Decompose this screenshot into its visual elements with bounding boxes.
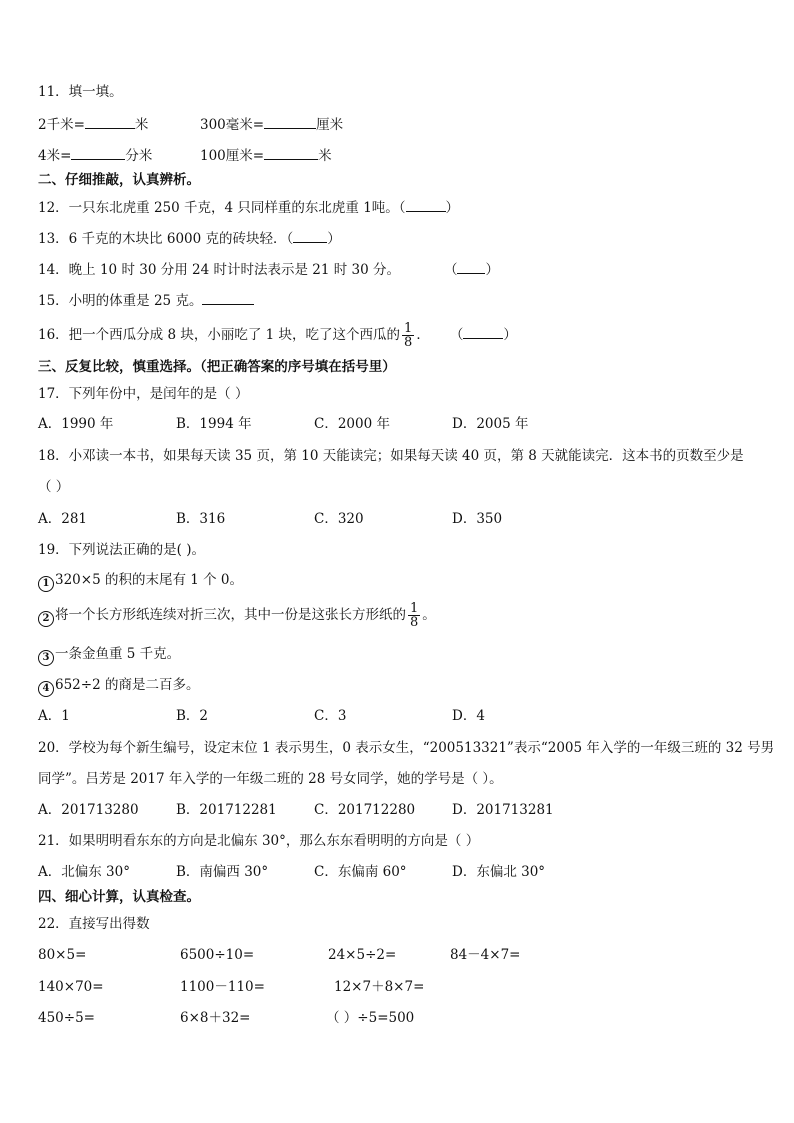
q11-m-label: 4米= xyxy=(38,148,72,164)
q18-option-b[interactable]: B．316 xyxy=(176,511,226,527)
section-4-heading: 四、细心计算，认真检查。 xyxy=(38,889,200,905)
q16-open: （ xyxy=(449,327,464,343)
question-11-title: 11．填一填。 xyxy=(38,84,123,100)
q16-tail: ． xyxy=(416,327,430,343)
answer-blank[interactable] xyxy=(202,291,254,305)
q19-statement-2 xyxy=(38,598,436,632)
q11-item-km xyxy=(38,115,148,134)
calc-item: 80×5= xyxy=(38,947,87,963)
fraction-one-eighth xyxy=(408,602,420,629)
section-2-heading: 二、仔细推敲，认真辨析。 xyxy=(38,172,200,188)
q11-cm-label: 100厘米= xyxy=(200,148,265,164)
q19-statement-4-text: 652÷2 的商是二百多。 xyxy=(55,677,200,693)
fraction-numerator: 1 xyxy=(404,321,413,336)
q13-text: 13．6 千克的木块比 6000 克的砖块轻．（ xyxy=(38,231,294,247)
answer-blank[interactable] xyxy=(85,115,135,129)
q19-statement-3 xyxy=(38,645,180,666)
q16-text: 16．把一个西瓜分成 8 块，小丽吃了 1 块，吃了这个西瓜的 xyxy=(38,327,401,343)
question-21: 21．如果明明看东东的方向是北偏东 30°，那么东东看明明的方向是（ ） xyxy=(38,833,480,849)
q11-item-m xyxy=(38,146,152,165)
q16-close: ） xyxy=(503,327,517,343)
question-13 xyxy=(38,229,341,248)
calc-item: 84－4×7= xyxy=(450,947,521,963)
answer-blank[interactable] xyxy=(463,325,503,339)
question-18: 18．小邓读一本书，如果每天读 35 页，第 10 天能读完；如果每天读 40 页，第 8 天就能读完．这本书的页数至少是 xyxy=(38,448,744,464)
circled-number-icon: 4 xyxy=(38,681,54,697)
question-15 xyxy=(38,291,254,310)
question-22-title: 22．直接写出得数 xyxy=(38,916,150,932)
question-20-line-1: 20．学校为每个新生编号，设定末位 1 表示男生，0 表示女生，“200513321”表示“2005 年入学的一年级三班的 32 号男 xyxy=(38,740,775,756)
q11-cm-unit: 米 xyxy=(318,148,332,164)
answer-blank[interactable] xyxy=(406,198,446,212)
q21-option-d[interactable]: D．东偏北 30° xyxy=(452,864,546,880)
q21-option-b[interactable]: B．南偏西 30° xyxy=(176,864,269,880)
q19-statement-3-text: 一条金鱼重 5 千克。 xyxy=(55,646,181,662)
q11-mm-label: 300毫米= xyxy=(200,117,265,133)
q19-statement-1-text: 320×5 的积的末尾有 1 个 0。 xyxy=(55,572,244,588)
calc-item: 24×5÷2= xyxy=(328,947,397,963)
q17-option-a[interactable]: A．1990 年 xyxy=(38,416,114,432)
q21-option-c[interactable]: C．东偏南 60° xyxy=(314,864,407,880)
fraction-denominator: 8 xyxy=(410,615,419,630)
q11-item-cm xyxy=(200,146,332,165)
q18-paren: （ ） xyxy=(38,479,70,495)
q11-item-mm xyxy=(200,115,343,134)
q19-option-c[interactable]: C．3 xyxy=(314,708,347,724)
answer-blank[interactable] xyxy=(293,229,327,243)
q12-close: ） xyxy=(445,200,460,216)
fraction-denominator: 8 xyxy=(404,335,413,350)
q20-option-b[interactable]: B．201712281 xyxy=(176,802,277,818)
answer-blank[interactable] xyxy=(264,115,316,129)
q14-close: ） xyxy=(485,262,499,278)
circled-number-icon: 3 xyxy=(38,650,54,666)
q11-mm-unit: 厘米 xyxy=(316,117,344,133)
circled-number-icon: 2 xyxy=(38,611,54,627)
calc-item: 140×70= xyxy=(38,979,104,995)
q19-option-b[interactable]: B．2 xyxy=(176,708,209,724)
q14-open: （ xyxy=(443,262,458,278)
q17-option-c[interactable]: C．2000 年 xyxy=(314,416,390,432)
q15-text: 15．小明的体重是 25 克。 xyxy=(38,293,203,309)
answer-blank[interactable] xyxy=(457,260,485,274)
circled-number-icon: 1 xyxy=(38,576,54,592)
q11-m-unit: 分米 xyxy=(125,148,153,164)
calc-item: 1100－110= xyxy=(180,979,265,995)
answer-blank[interactable] xyxy=(264,146,318,160)
q19-statement-2-text: 将一个长方形纸连续对折三次，其中一份是这张长方形纸的 xyxy=(55,607,406,623)
q12-text: 12．一只东北虎重 250 千克，4 只同样重的东北虎重 1吨。（ xyxy=(38,200,406,216)
q18-option-c[interactable]: C．320 xyxy=(314,511,364,527)
q11-km-unit: 米 xyxy=(134,117,149,133)
fraction-numerator: 1 xyxy=(410,601,419,616)
q19-option-d[interactable]: D．4 xyxy=(452,708,485,724)
q18-option-a[interactable]: A．281 xyxy=(38,511,88,527)
calc-item: 6×8＋32= xyxy=(180,1010,251,1026)
question-19: 19．下列说法正确的是( )。 xyxy=(38,542,206,558)
q13-close: ） xyxy=(327,231,341,247)
calc-item-fill-blank[interactable]: （ ）÷5=500 xyxy=(326,1010,415,1026)
calc-item: 12×7＋8×7= xyxy=(334,979,425,995)
q19-option-a[interactable]: A．1 xyxy=(38,708,70,724)
question-20-line-2: 同学”。吕芳是 2017 年入学的一年级二班的 28 号女同学，她的学号是（ ）。 xyxy=(38,771,503,787)
question-17: 17．下列年份中，是闰年的是（ ） xyxy=(38,386,249,402)
question-16 xyxy=(38,320,517,350)
q19-statement-4 xyxy=(38,676,199,697)
q19-statement-2-tail: 。 xyxy=(422,607,436,623)
question-12 xyxy=(38,198,459,217)
q20-option-d[interactable]: D．201713281 xyxy=(452,802,554,818)
q17-option-d[interactable]: D．2005 年 xyxy=(452,416,529,432)
q17-option-b[interactable]: B．1994 年 xyxy=(176,416,252,432)
calc-item: 6500÷10= xyxy=(180,947,255,963)
section-3-heading: 三、反复比较，慎重选择。（把正确答案的序号填在括号里） xyxy=(38,359,396,375)
question-14 xyxy=(38,260,499,279)
q21-option-a[interactable]: A．北偏东 30° xyxy=(38,864,130,880)
q20-option-a[interactable]: A．201713280 xyxy=(38,802,139,818)
q19-statement-1 xyxy=(38,571,243,592)
q14-text: 14．晚上 10 时 30 分用 24 时计时法表示是 21 时 30 分。 xyxy=(38,262,400,278)
q20-option-c[interactable]: C．201712280 xyxy=(314,802,416,818)
calc-item: 450÷5= xyxy=(38,1010,95,1026)
q11-km-label: 2千米= xyxy=(38,117,85,133)
q18-option-d[interactable]: D．350 xyxy=(452,511,503,527)
fraction-one-eighth xyxy=(402,322,414,349)
answer-blank[interactable] xyxy=(71,146,125,160)
